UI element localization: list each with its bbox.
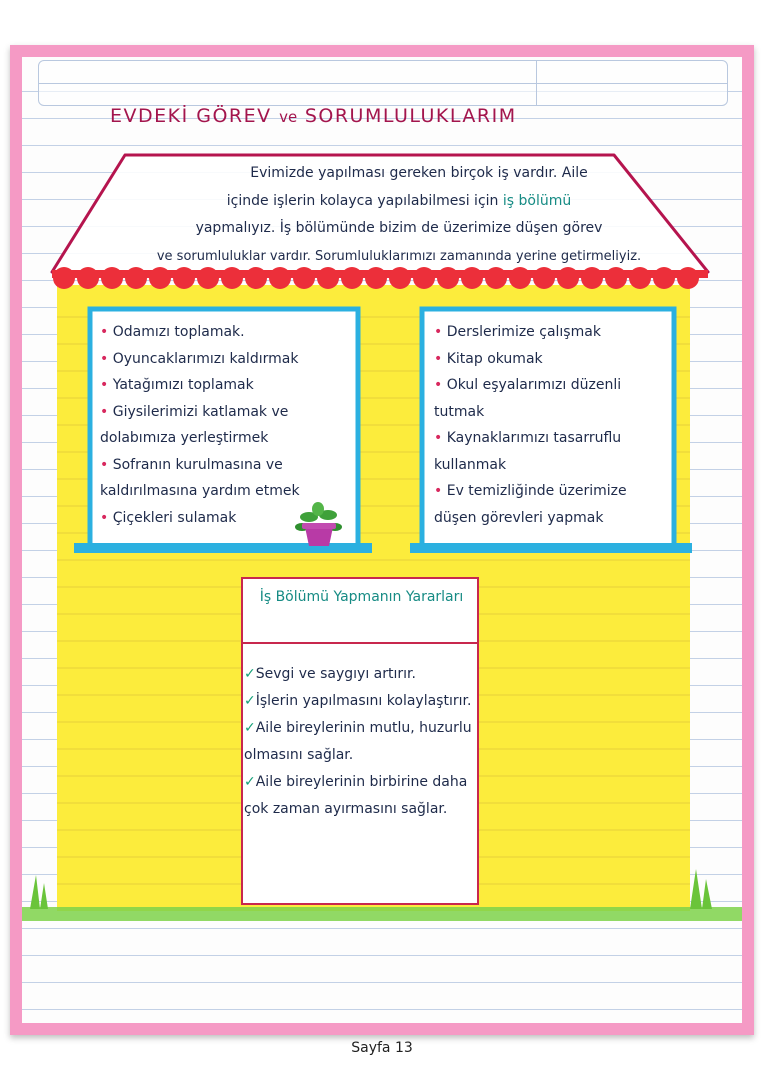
list-item xyxy=(434,346,670,373)
list-item-text: Kitap okumak xyxy=(446,350,543,367)
list-item xyxy=(100,505,352,532)
bullet-icon: • xyxy=(434,350,443,367)
door-title: İş Bölümü Yapmanın Yararları xyxy=(259,589,464,605)
list-item xyxy=(434,372,670,425)
list-item xyxy=(244,661,480,688)
roof-line-2-text: içinde işlerin kolayca yapılabilmesi için xyxy=(226,192,499,209)
check-icon: ✓ xyxy=(244,666,256,682)
list-item xyxy=(100,319,352,346)
list-item xyxy=(434,319,670,346)
notebook-paper xyxy=(22,57,742,1023)
list-item-text: İşlerin yapılmasını kolaylaştırır. xyxy=(255,693,472,709)
list-item-text: Derslerimize çalışmak xyxy=(446,324,601,340)
title-sub: SORUMLULUKLARIM xyxy=(304,105,517,127)
list-item-text: Okul eşyalarımızı düzenli tutmak xyxy=(434,377,622,420)
title-connector: ve xyxy=(279,108,298,126)
list-item xyxy=(244,688,480,715)
bullet-icon: • xyxy=(100,403,109,420)
list-item-text: Aile bireylerinin birbirine daha çok zaman ayırmasını sağlar. xyxy=(244,774,468,817)
list-item xyxy=(100,346,352,373)
roof-line-2 xyxy=(84,188,714,216)
list-item xyxy=(434,478,670,531)
list-item-text: Kaynaklarımızı tasarruflu kullanmak xyxy=(434,430,622,473)
bullet-icon: • xyxy=(434,324,443,340)
check-icon: ✓ xyxy=(244,720,256,736)
page-number: Sayfa 13 xyxy=(351,1040,413,1056)
list-item-text: Giysilerimizi katlamak ve dolabımıza yerleştirmek xyxy=(100,403,289,446)
list-item-text: Oyuncaklarımızı kaldırmak xyxy=(112,350,299,367)
bullet-icon: • xyxy=(100,350,109,367)
roof-line-4: ve sorumluluklar vardır. Sorumluluklarımızı zamanında yerine getirmeliyiz. xyxy=(156,248,642,264)
bullet-icon: • xyxy=(434,483,443,499)
right-window-list xyxy=(434,319,670,531)
roof-line-1: Evimizde yapılması gereken birçok iş vardır. Aile xyxy=(250,165,588,181)
list-item xyxy=(244,715,480,769)
bullet-icon: • xyxy=(100,456,109,473)
check-icon: ✓ xyxy=(244,774,256,790)
check-icon: ✓ xyxy=(244,693,256,709)
bullet-icon: • xyxy=(100,324,109,340)
list-item xyxy=(434,425,670,478)
list-item-text: Aile bireylerinin mutlu, huzurlu olmasını sağlar. xyxy=(244,720,472,763)
list-item xyxy=(100,372,352,399)
bullet-icon: • xyxy=(434,377,443,393)
door-list xyxy=(244,661,480,823)
left-window-list xyxy=(100,319,352,531)
list-item xyxy=(244,769,480,823)
right-window-sill xyxy=(410,543,692,553)
list-item-text: Ev temizliğinde üzerimize düşen görevleri yapmak xyxy=(434,483,627,526)
list-item-text: Sofranın kurulmasına ve kaldırılmasına yardım etmek xyxy=(100,456,300,499)
roof-highlight: iş bölümü xyxy=(502,192,572,209)
list-item-text: Yatağımızı toplamak xyxy=(112,377,254,393)
bullet-icon: • xyxy=(434,430,443,446)
list-item-text: Odamızı toplamak. xyxy=(112,324,245,340)
bullet-icon: • xyxy=(100,377,109,393)
list-item-text: Çiçekleri sulamak xyxy=(112,509,237,526)
bullet-icon: • xyxy=(100,509,109,526)
roof-line-3: yapmalıyız. İş bölümünde bizim de üzerimize düşen görev xyxy=(195,220,603,236)
list-item xyxy=(100,399,352,452)
list-item xyxy=(100,452,352,505)
roof-paragraph xyxy=(84,160,714,270)
list-item-text: Sevgi ve saygıyı artırır. xyxy=(255,666,416,682)
title-main: EVDEKİ GÖREV xyxy=(110,105,272,127)
